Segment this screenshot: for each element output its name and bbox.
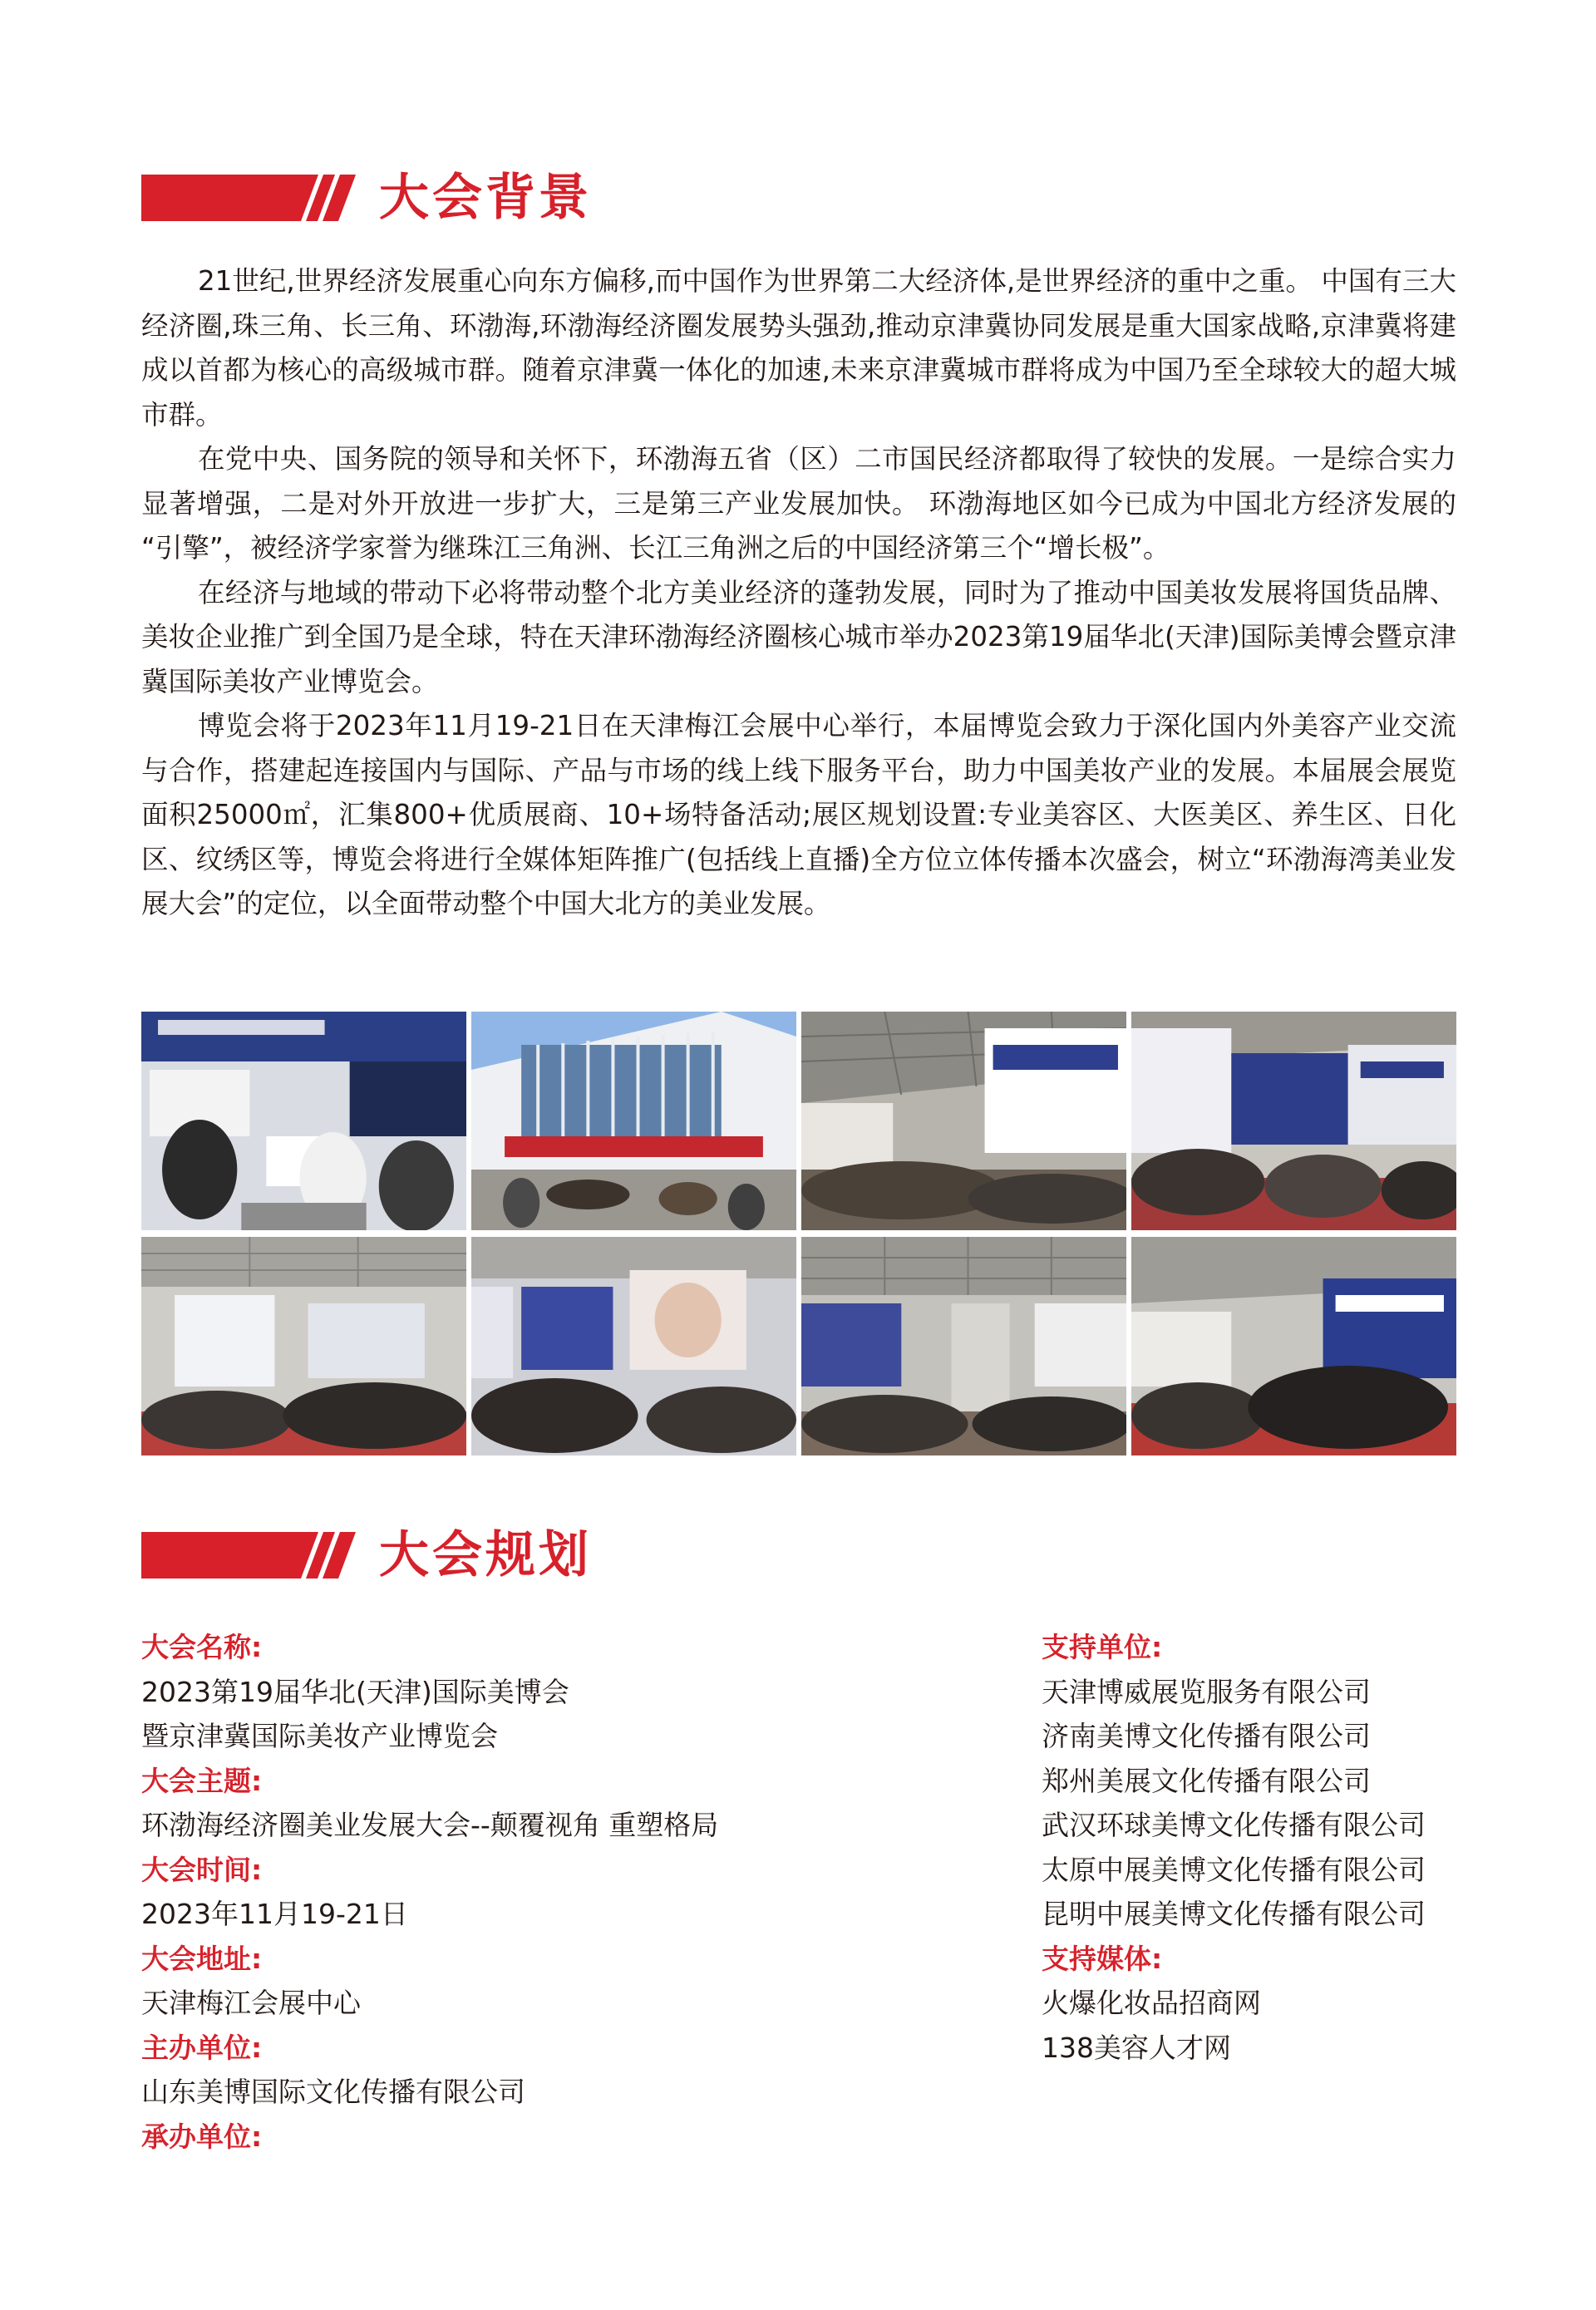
background-paragraph: 在党中央、国务院的领导和关怀下，环渤海五省（区）二市国民经济都取得了较快的发展。一是综合实力显著增强，二是对外开放进一步扩大，三是第三产业发展加快。 环渤海地区如今已成为中国北方经济发展的 “引擎”，被经济学家誉为继珠江三角洲、长江三角洲之后的中国经济第三个“增长极”。 (141, 443, 1456, 564)
planning-section-title: 大会规划 (379, 1526, 592, 1584)
supporter-item: 郑州美展文化传播有限公司 (1042, 1764, 1371, 1797)
planning-right-column (1042, 1625, 1474, 2070)
event-theme-value: 环渤海经济圈美业发展大会--颠覆视角 重塑格局 (141, 1809, 719, 1841)
background-paragraph: 在经济与地域的带动下必将带动整个北方美业经济的蓬勃发展，同时为了推动中国美妆发展将国货品牌、美妆企业推广到全国乃是全球，特在天津环渤海经济圈核心城市举办2023第19届华北(天津)国际美博会暨京津冀国际美妆产业博览会。 (141, 576, 1456, 697)
title-stripes-icon (141, 175, 356, 221)
co-organizer-label: 承办单位: (141, 2120, 263, 2153)
event-venue-value: 天津梅江会展中心 (141, 1987, 361, 2019)
supporter-item: 武汉环球美博文化传播有限公司 (1042, 1809, 1426, 1841)
booth-consultation-photo (141, 1012, 466, 1230)
hall-entrance-photo (141, 1237, 466, 1455)
organizer-value: 山东美博国际文化传播有限公司 (141, 2076, 525, 2108)
event-theme-label: 大会主题: (141, 1764, 263, 1797)
background-text (141, 259, 1456, 927)
background-section-header (141, 169, 592, 227)
background-paragraph: 博览会将于2023年11月19-21日在天津梅江会展中心举行，本届博览会致力于深化国内外美容产业交流与合作，搭建起连接国内与国际、产品与市场的线上线下服务平台，助力中国美妆产业的发展。本届展会展览面积25000㎡，汇集800+优质展商、10+场特备活动;展区规划设置:专业美容区、大医美区、养生区、日化区、纹绣区等，博览会将进行全媒体矩阵推广(包括线上直播)全方位立体传播本次盛会，树立“环渤海湾美业发展大会”的定位，以全面带动整个中国大北方的美业发展。 (141, 710, 1456, 919)
event-name-label: 大会名称: (141, 1631, 263, 1663)
event-name-value: 2023第19届华北(天津)国际美博会 (141, 1675, 569, 1708)
hall-aisle-photo (801, 1237, 1126, 1455)
event-venue-label: 大会地址: (141, 1942, 263, 1975)
planning-section-header (141, 1526, 592, 1584)
supporters-label: 支持单位: (1042, 1631, 1163, 1663)
exhibition-photo-grid (141, 1012, 1456, 1455)
supporter-item: 济南美博文化传播有限公司 (1042, 1720, 1371, 1752)
media-item: 火爆化妆品招商网 (1042, 1987, 1261, 2019)
background-paragraph: 21世纪,世界经济发展重心向东方偏移,而中国作为世界第二大经济体,是世界经济的重中之重。 中国有三大经济圈,珠三角、长三角、环渤海,环渤海经济圈发展势头强劲,推动京津冀协同发展是重大国家战略,京津冀将建成以首都为核心的高级城市群。随着京津冀一体化的加速,未来京津冀城市群将成为中国乃至全球较大的超大城市群。 (141, 265, 1456, 431)
media-item: 138美容人才网 (1042, 2031, 1231, 2064)
planning-left-column (141, 1625, 889, 2159)
event-name-value: 暨京津冀国际美妆产业博览会 (141, 1720, 498, 1752)
hall-aisle-photo (801, 1012, 1126, 1230)
supporter-item: 昆明中展美博文化传播有限公司 (1042, 1898, 1426, 1930)
media-label: 支持媒体: (1042, 1942, 1163, 1975)
supporter-item: 天津博威展览服务有限公司 (1042, 1675, 1371, 1708)
exhibition-hall-exterior-photo (471, 1012, 796, 1230)
hall-aisle-photo (1131, 1237, 1456, 1455)
supporter-item: 太原中展美博文化传播有限公司 (1042, 1853, 1426, 1886)
background-section-title: 大会背景 (379, 169, 592, 227)
organizer-label: 主办单位: (141, 2031, 263, 2064)
event-date-label: 大会时间: (141, 1853, 263, 1886)
booth-crowd-photo (1131, 1012, 1456, 1230)
event-date-value: 2023年11月19-21日 (141, 1898, 408, 1930)
brand-booth-photo (471, 1237, 796, 1455)
title-stripes-icon (141, 1532, 356, 1579)
